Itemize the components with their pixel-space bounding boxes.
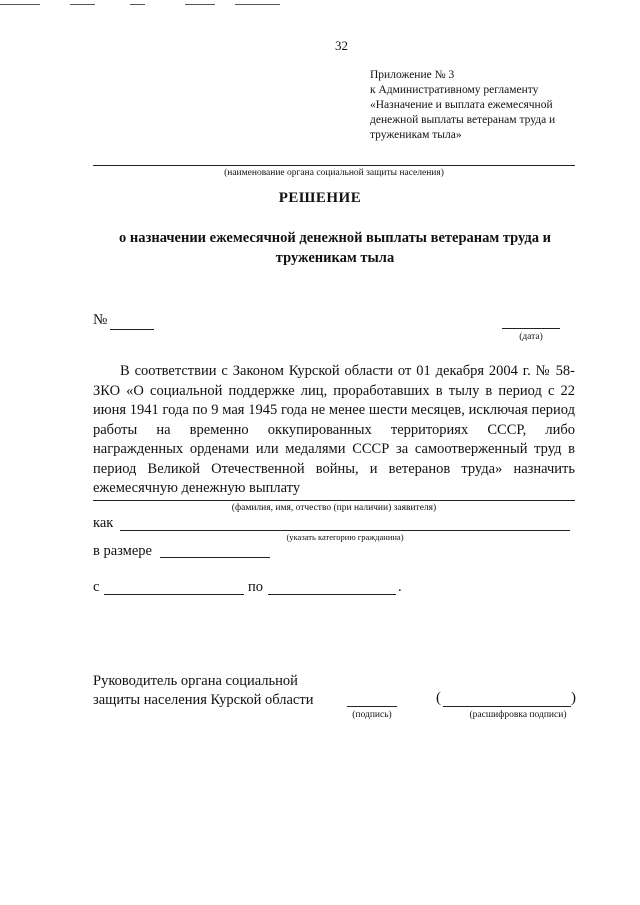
page-number: 32 [335, 38, 348, 53]
amount-line [160, 557, 270, 558]
applicant-line [93, 500, 575, 501]
from-label: с [93, 579, 100, 595]
as-label: как [93, 515, 114, 531]
scan-artifact [235, 4, 280, 5]
subheading-line-2: труженикам тыла [275, 250, 395, 266]
to-line [268, 594, 396, 595]
appendix-block [370, 68, 580, 143]
to-end: . [398, 579, 402, 595]
subheading-line-1: о назначении ежемесячной денежной выплаты ветеранам труда и [119, 230, 551, 246]
body-paragraph [93, 362, 575, 499]
scan-artifact [130, 4, 145, 5]
number-field [93, 312, 107, 329]
appendix-line: к Административному регламенту [370, 84, 539, 96]
category-line [120, 530, 570, 531]
scan-artifact [70, 4, 95, 5]
appendix-line: труженикам тыла» [370, 129, 462, 141]
decode-caption: (расшифровка подписи) [469, 710, 567, 720]
from-line [104, 594, 244, 595]
scan-artifact [185, 4, 215, 5]
signature-caption: (подпись) [352, 710, 392, 720]
signer-title [93, 672, 313, 710]
authority-caption: (наименование органа социальной защиты населения) [224, 168, 444, 178]
document-heading: РЕШЕНИЕ [278, 190, 362, 206]
applicant-caption: (фамилия, имя, отчество (при наличии) заявителя) [231, 503, 437, 513]
amount-label: в размере [93, 543, 152, 559]
appendix-line: «Назначение и выплата ежемесячной [370, 99, 553, 111]
to-label: по [248, 579, 264, 595]
decode-close-paren: ) [571, 690, 576, 706]
decode-line [443, 706, 571, 707]
signer-title-line-1: Руководитель органа социальной [93, 673, 298, 689]
scan-artifact [0, 4, 40, 5]
signer-title-line-2: защиты населения Курской области [93, 692, 314, 708]
authority-line [93, 165, 575, 166]
appendix-line: денежной выплаты ветеранам труда и [370, 114, 556, 126]
body-text: В соответствии с Законом Курской области от 01 декабря 2004 г. № 58-ЗКО «О социальной поддержке лиц, проработавших в тылу в период с 22 июня 1941 года по 9 мая 1945 года не менее шести месяцев, исключая период работы на временно оккупированных территориях СССР, либо награжденных орденами или медалями СССР за самоотверженный труд в период Великой Отечественной войны, и ветеранов труда» назначить ежемесячную денежную выплату [93, 363, 575, 496]
number-underline [110, 329, 154, 330]
category-caption: (указать категорию гражданина) [286, 532, 404, 542]
date-caption: (дата) [519, 332, 543, 342]
date-line [502, 328, 560, 329]
document-subheading [90, 228, 580, 268]
decode-open-paren: ( [436, 690, 441, 706]
appendix-title: Приложение № 3 [370, 69, 455, 81]
number-label: № [93, 312, 108, 328]
signature-line [347, 706, 397, 707]
